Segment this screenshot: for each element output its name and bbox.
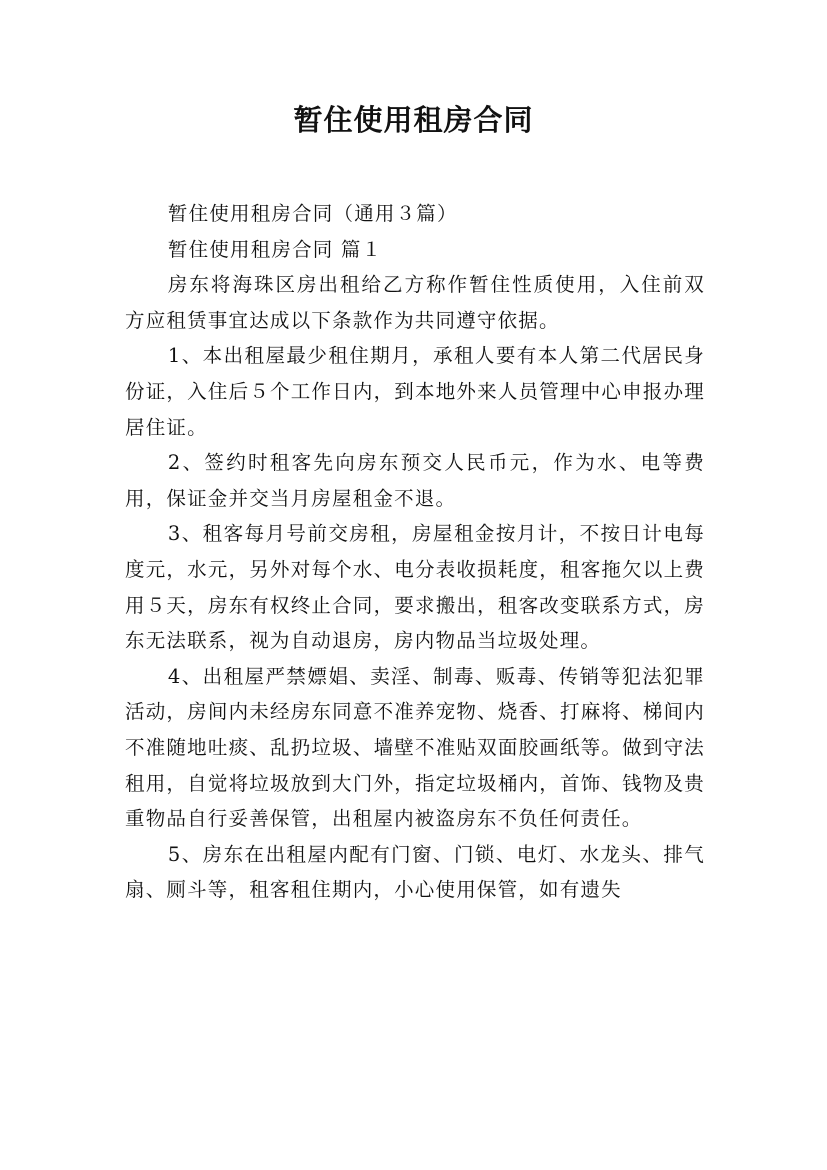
paragraph-clause-1: 1、本出租屋最少租住期月，承租人要有本人第二代居民身份证，入住后５个工作日内，到本地外来人员管理中心申报办理居住证。 <box>125 344 705 439</box>
document-body <box>125 196 705 908</box>
document-title: 暂住使用租房合同 <box>293 103 534 137</box>
paragraph-intro: 房东将海珠区房出租给乙方称作暂住性质使用，入住前双方应租赁事宜达成以下条款作为共同遵守依据。 <box>125 273 705 332</box>
paragraph-clause-3: 3、租客每月号前交房租，房屋租金按月计，不按日计电每度元，水元，另外对每个水、电分表收损耗度，租客拖欠以上费用５天，房东有权终止合同，要求搬出，租客改变联系方式，房东无法联系，视为自动退房，房内物品当垃圾处理。 <box>125 522 705 653</box>
paragraph-clause-2: 2、签约时租客先向房东预交人民币元，作为水、电等费用，保证金并交当月房屋租金不退。 <box>125 451 705 510</box>
paragraph-clause-4: 4、出租屋严禁嫖娼、卖淫、制毒、贩毒、传销等犯法犯罪活动，房间内未经房东同意不准养宠物、烧香、打麻将、梯间内不准随地吐痰、乱扔垃圾、墙壁不准贴双面胶画纸等。做到守法租用，自觉将垃圾放到大门外，指定垃圾桶内，首饰、钱物及贵重物品自行妥善保管，出租屋内被盗房东不负任何责任。 <box>125 664 705 831</box>
collection-heading: 暂住使用租房合同（通用３篇） <box>167 202 458 225</box>
paragraph-clause-5: 5、房东在出租屋内配有门窗、门锁、电灯、水龙头、排气扇、厕斗等，租客租住期内，小心使用保管，如有遗失 <box>125 842 705 902</box>
section-heading: 暂住使用租房合同 篇１ <box>167 237 383 261</box>
